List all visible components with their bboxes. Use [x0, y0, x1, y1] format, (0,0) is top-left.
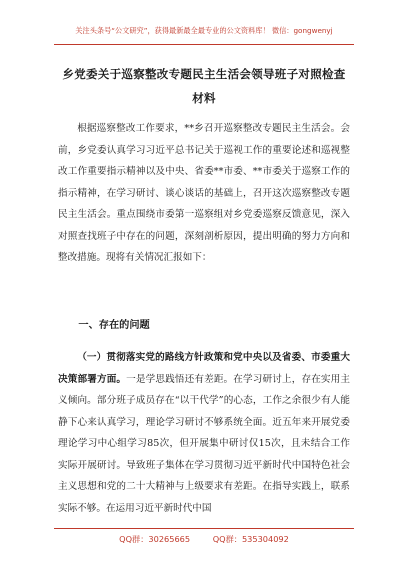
- subsection-text: 一是学思践悟还有差距。在学习研讨上，存在实用主义倾向。部分班子成员存在“以干代学”的心态，工作之余很少有人能静下心来认真学习，理论学习研讨不够系统全面。近五年来开展党委理论学习中心组学习85次，但开展集中研讨仅15次，且未结合工作实际开展研讨。导致班子集体在学习贯彻习近平新时代中国特色社会主义思想和党的二十大精神与上级要求有差距。在指导实践上，联系实际不够。在运用习近平新时代中国: [58, 373, 351, 514]
- header-divider: [54, 44, 354, 45]
- footer-divider: [54, 528, 354, 529]
- header-promo-note: 关注头条号“公文研究”，获得最新最全最专业的公文资料库！ 微信：gongwenyj: [75, 26, 333, 35]
- footer: [0, 534, 408, 545]
- footer-qq-group-2: QQ群：535304092: [212, 534, 289, 544]
- subsection-block: [58, 347, 350, 519]
- subsection-paragraph: [58, 347, 350, 519]
- subsection-lead: （一）贯彻落实党的路线方针政策和党中央以及省委、市委重大决策部署方面。: [58, 352, 350, 385]
- intro-paragraph: 根据巡察整改工作要求，**乡召开巡察整改专题民主生活会。会前，乡党委认真学习习近平总书记关于巡视工作的重要论述和巡视整改工作重要指示精神以及中央、省委**市委、**市委关于巡察工作的指示精神，在学习研讨、谈心谈话的基础上，召开这次巡察整改专题民主生活会。重点围绕市委第一巡察组对乡党委巡察反馈意见，深入对照查找班子中存在的问题，深刻剖析原因，提出明确的努力方向和整改措施。现将有关情况汇报如下：: [58, 123, 350, 263]
- footer-qq-group-1: QQ群：30265665: [119, 534, 191, 544]
- document-title: 乡党委关于巡察整改专题民主生活会领导班子对照检查材料: [62, 67, 346, 105]
- intro-paragraph-block: [58, 118, 350, 269]
- section-heading: 一、存在的问题: [78, 320, 150, 331]
